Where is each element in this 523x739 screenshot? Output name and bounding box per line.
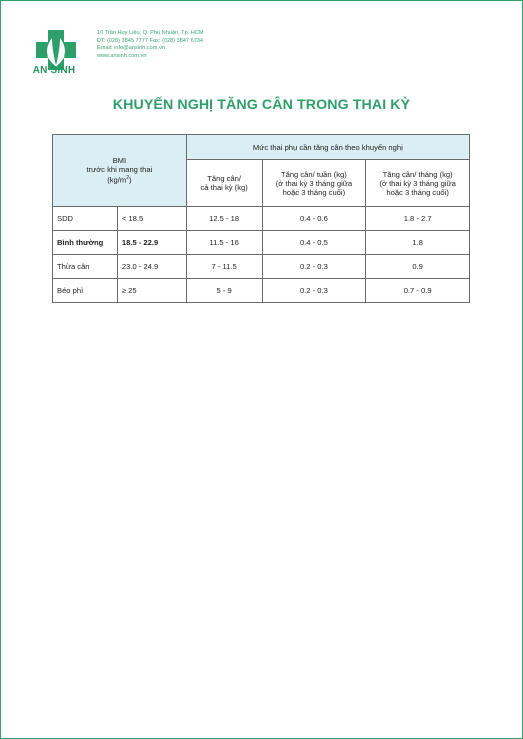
category-cell: Béo phì <box>53 279 118 303</box>
phone-fax-text: ĐT: (028) 3845 7777 Fax: (028) 3847 6734 <box>97 37 204 44</box>
subheader-weekly: Tăng cân/ tuần (kg) (ở thai kỳ 3 tháng giữa hoặc 3 tháng cuối) <box>262 160 366 207</box>
total-gain-cell: 12.5 - 18 <box>186 207 262 231</box>
total-gain-cell: 11.5 - 16 <box>186 231 262 255</box>
group-header: Mức thai phụ cần tăng cân theo khuyến nghị <box>186 135 469 160</box>
monthly-gain-cell: 1.8 - 2.7 <box>366 207 470 231</box>
table-row <box>53 207 470 231</box>
bmi-header-line1: BMI <box>112 156 127 166</box>
weight-gain-table <box>52 134 470 303</box>
total-gain-cell: 5 - 9 <box>186 279 262 303</box>
weekly-gain-cell: 0.4 - 0.6 <box>262 207 366 231</box>
bmi-range-cell: 23.0 - 24.9 <box>117 255 186 279</box>
weekly-gain-cell: 0.2 - 0.3 <box>262 255 366 279</box>
table-row <box>53 279 470 303</box>
bmi-header-line2: trước khi mang thai <box>86 165 153 175</box>
table-header-row <box>53 135 470 160</box>
website-link[interactable]: www.ansinh.com.vn <box>97 52 147 59</box>
bmi-range-cell: < 18.5 <box>117 207 186 231</box>
email-link[interactable]: Email: info@ansinh.com.vn <box>97 45 165 52</box>
weekly-gain-cell: 0.2 - 0.3 <box>262 279 366 303</box>
page-title: KHUYẾN NGHỊ TĂNG CÂN TRONG THAI KỲ <box>112 97 411 113</box>
table-row <box>53 255 470 279</box>
contact-block <box>97 30 204 60</box>
bmi-range-cell: ≥ 25 <box>117 279 186 303</box>
monthly-gain-cell: 0.7 - 0.9 <box>366 279 470 303</box>
brand-name: AN SINH <box>32 65 76 76</box>
category-cell: Thừa cân <box>53 255 118 279</box>
subheader-monthly: Tăng cân/ tháng (kg) (ở thai kỳ 3 tháng giữa hoặc 3 tháng cuối) <box>366 160 470 207</box>
bmi-header-unit: $(kg/m^2)$ <box>107 175 132 185</box>
subheader-total: Tăng cân/ cả thai kỳ (kg) <box>186 160 262 207</box>
bmi-range-cell: 18.5 - 22.9 <box>117 231 186 255</box>
category-cell: SDD <box>53 207 118 231</box>
monthly-gain-cell: 0.9 <box>366 255 470 279</box>
weekly-gain-cell: 0.4 - 0.5 <box>262 231 366 255</box>
category-cell: Bình thường <box>53 231 118 255</box>
address-text: 10 Trần Huy Liệu, Q. Phú Nhuận, Tp. HCM <box>97 30 204 36</box>
monthly-gain-cell: 1.8 <box>366 231 470 255</box>
bmi-header <box>53 135 187 207</box>
table-row <box>53 231 470 255</box>
total-gain-cell: 7 - 11.5 <box>186 255 262 279</box>
